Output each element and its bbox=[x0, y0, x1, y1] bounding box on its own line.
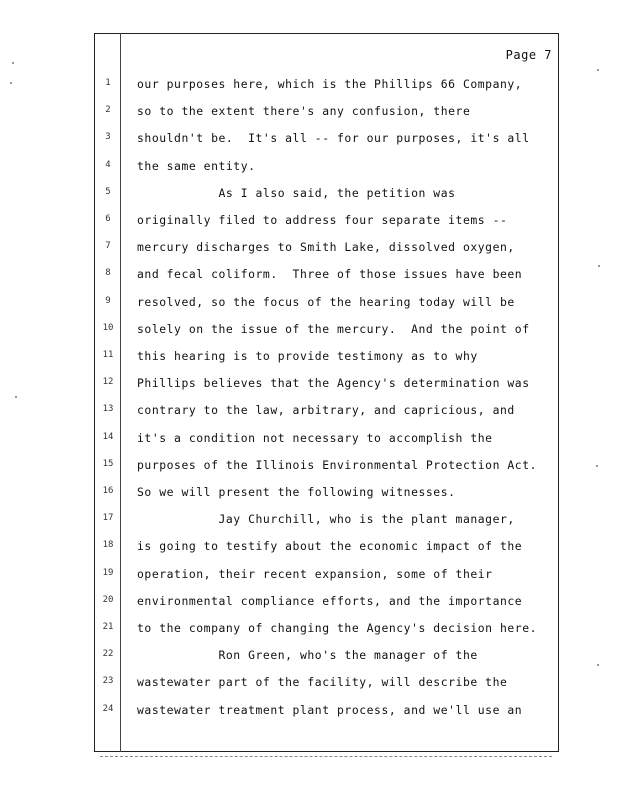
line-number: 21 bbox=[102, 622, 114, 632]
line-number: 1 bbox=[105, 78, 111, 88]
transcript-line: Ron Green, who's the manager of the bbox=[137, 648, 478, 663]
transcript-line: so to the extent there's any confusion, there bbox=[137, 104, 471, 119]
transcript-line: the same entity. bbox=[137, 158, 256, 173]
transcript-line: this hearing is to provide testimony as to why bbox=[137, 349, 478, 363]
scan-speck bbox=[12, 62, 14, 64]
line-number: 19 bbox=[102, 567, 114, 578]
transcript-line: wastewater part of the facility, will describe the bbox=[137, 675, 508, 690]
line-number-margin-rule bbox=[120, 33, 121, 752]
line-number: 13 bbox=[102, 404, 114, 415]
transcript-line: environmental compliance efforts, and the importance bbox=[137, 593, 523, 608]
line-number: 24 bbox=[102, 703, 114, 714]
transcript-line: and fecal coliform. Three of those issues have been bbox=[137, 267, 523, 282]
line-number: 4 bbox=[105, 159, 111, 170]
transcript-line: Jay Churchill, who is the plant manager, bbox=[137, 512, 515, 527]
transcript-line: operation, their recent expansion, some of their bbox=[137, 566, 493, 581]
line-number: 18 bbox=[102, 540, 114, 551]
scan-speck bbox=[10, 82, 12, 84]
transcript-line: wastewater treatment plant process, and we'll use an bbox=[137, 702, 523, 717]
scan-speck bbox=[596, 465, 598, 467]
line-number: 10 bbox=[102, 322, 114, 333]
transcript-line: purposes of the Illinois Environmental Protection Act. bbox=[137, 457, 538, 472]
transcript-line: resolved, so the focus of the hearing today will be bbox=[137, 294, 515, 309]
transcript-line: mercury discharges to Smith Lake, dissolved oxygen, bbox=[137, 240, 515, 255]
transcript-line: Phillips believes that the Agency's determination was bbox=[137, 376, 530, 391]
transcript-line: it's a condition not necessary to accomplish the bbox=[137, 430, 493, 445]
line-number: 5 bbox=[105, 186, 111, 197]
page-number: Page 7 bbox=[505, 48, 552, 62]
line-number: 17 bbox=[102, 513, 114, 524]
transcript-line: contrary to the law, arbitrary, and capricious, and bbox=[137, 403, 515, 418]
transcript-line: As I also said, the petition was bbox=[137, 185, 456, 200]
scan-speck bbox=[598, 265, 600, 267]
line-number: 2 bbox=[105, 105, 111, 116]
line-number: 16 bbox=[102, 486, 114, 496]
line-number: 15 bbox=[102, 458, 114, 469]
transcript-line: is going to testify about the economic impact of the bbox=[137, 539, 523, 554]
bottom-scan-artifact bbox=[100, 754, 552, 757]
line-number: 6 bbox=[105, 214, 111, 224]
transcript-line: to the company of changing the Agency's decision here. bbox=[137, 621, 538, 635]
scan-speck bbox=[597, 69, 599, 71]
line-number: 20 bbox=[102, 594, 114, 605]
line-number: 23 bbox=[102, 676, 114, 687]
transcript-line: So we will present the following witnesses. bbox=[137, 485, 456, 499]
scan-speck bbox=[597, 664, 599, 666]
line-number: 3 bbox=[105, 132, 111, 143]
line-number: 22 bbox=[102, 649, 114, 660]
transcript-line: shouldn't be. It's all -- for our purposes, it's all bbox=[137, 131, 530, 146]
transcript-line: solely on the issue of the mercury. And the point of bbox=[137, 321, 530, 336]
line-number: 7 bbox=[105, 241, 111, 252]
line-number: 11 bbox=[102, 350, 114, 360]
line-number: 14 bbox=[102, 431, 114, 442]
transcript-line: originally filed to address four separate items -- bbox=[137, 213, 508, 227]
line-number: 9 bbox=[105, 295, 111, 306]
line-number: 12 bbox=[102, 377, 114, 388]
line-number: 8 bbox=[105, 268, 111, 279]
transcript-line: our purposes here, which is the Phillips 66 Company, bbox=[137, 77, 523, 91]
scan-speck bbox=[15, 396, 17, 398]
